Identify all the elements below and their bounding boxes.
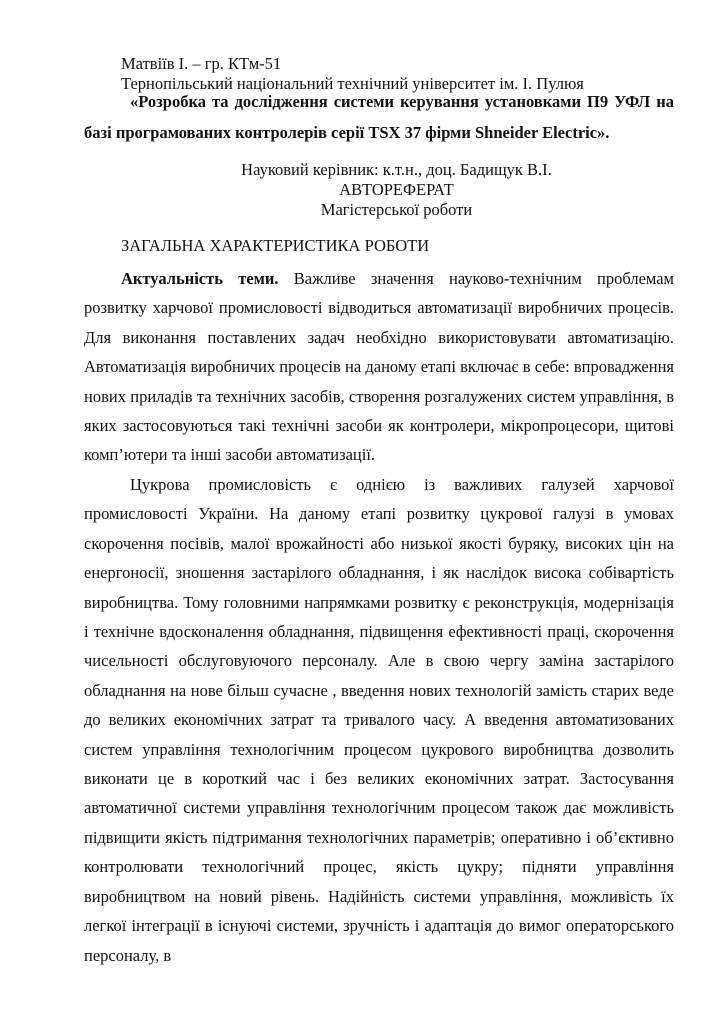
paragraph-body: Важливе значення науково-технічним проблемам розвитку харчової промисловості відводиться автоматизації виробничих процесів. Для виконання поставлених задач необхідно використовувати автоматизацію. Автоматизація виробничих процесів на даному етапі включає в себе: впровадження нових приладів та технічних засобів, створення розгалужених систем управління, в яких застосовуються такі технічні засоби як контролери, мікропроцесори, щитові комп’ютери та інші засоби автоматизації. bbox=[84, 269, 674, 465]
section-heading: ЗАГАЛЬНА ХАРАКТЕРИСТИКА РОБОТИ bbox=[121, 236, 430, 255]
thesis-title: «Розробка та дослідження системи керування установками П9 УФЛ на базі програмованих контролерів серії TSX 37 фірми Shneider Electric». bbox=[84, 92, 674, 142]
university-line: Тернопільський національний технічний університет ім. І. Пулюя bbox=[121, 74, 584, 93]
paragraph-sugar-industry: Цукрова промисловість є однією із важливих галузей харчової промисловості України. На даному етапі розвитку цукрової галузі в умовах скорочення посівів, малої врожайності або низької якості буряку, високих цін на енергоносії, зношення застарілого обладнання, і як наслідок висока собівартість виробництва. Тому головними напрямками розвитку є реконструкція, модернізація і технічне вдосконалення обладнання, підвищення ефективності праці, скорочення чисельності обслуговуючого персоналу. Але в свою чергу заміна застарілого обладнання на нове більш сучасне , введення нових технологій замість старих веде до великих економічних затрат та тривалого часу. А введення автоматизованих систем управління технологічним процесом цукрового виробництва дозволить виконати це в короткий час і без великих економічних затрат. Застосування автоматичної системи управління технологічним процесом також дає можливість підвищити якість підтримання технологічних параметрів; оперативно і об’єктивно контролювати технологічний процес, якість цукру; підняти управління виробництвом на новий рівень. Надійність системи управління, можливість їх легкої інтеграції в існуючі системи, зручність і адаптація до вимог операторського персоналу, в bbox=[84, 475, 674, 965]
author-line: Матвіїв І. – гр. КТм-51 bbox=[121, 54, 282, 73]
supervisor-line: Науковий керівник: к.т.н., доц. Бадищук В.І. bbox=[241, 160, 552, 179]
document-type: АВТОРЕФЕРАТ bbox=[339, 180, 454, 199]
document-subtype: Магістерської роботи bbox=[320, 200, 473, 219]
paragraph-lead: Актуальність теми. bbox=[121, 269, 279, 288]
paragraph-relevance bbox=[84, 264, 674, 470]
